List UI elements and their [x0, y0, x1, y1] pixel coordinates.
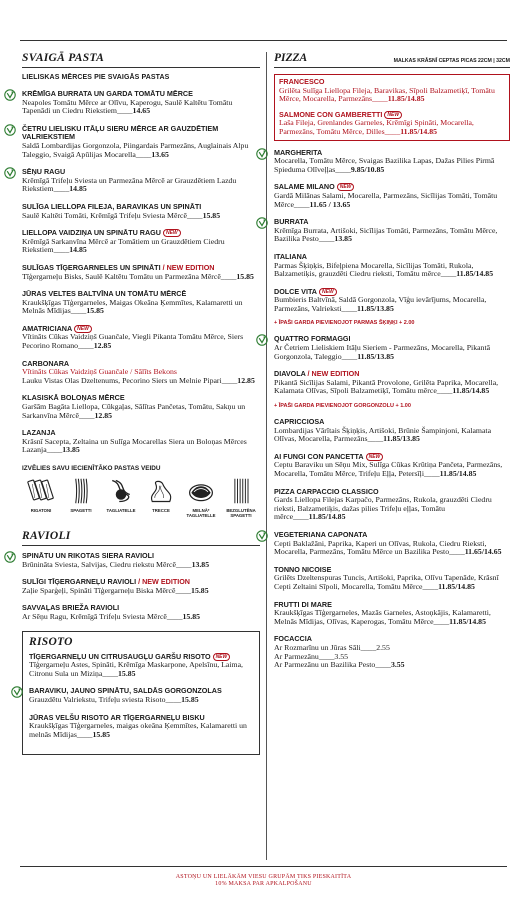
item-name-text: LIELLOPA VAIDZIŅA UN SPINĀTU RAGU [22, 228, 161, 238]
item-desc: Vītināts Cūkas Vaidziņš Guančale, Viegli Pikanta Tomātu Mērce, Siers Pecorino Romano____12.85 [22, 332, 244, 351]
top-rule [20, 40, 507, 41]
item-desc: Krāsnī Sacepta, Zeltaina un Sulīga Mocarellas Siera un Boloņas Mērces Lazanja____13.85 [22, 436, 247, 455]
item-desc-line: Laša Fileja, Grenlandes Garneles, Krēmīgi Spināti, Mocarella, Parmezāns, Tomātu Mērce, Dilles [279, 118, 474, 136]
item-name-text: FRUTTI DI MARE [274, 599, 332, 609]
pasta-type-label: MELNĀ* TAGLIATELLE [186, 508, 216, 518]
menu-item [274, 418, 510, 444]
extra-gorgonzola-note: + ĪPAŠI GARDA PIEVIENOJOT GORGONZOLU + 1.00 [274, 403, 411, 410]
pasta-type [62, 476, 100, 518]
item-name-text: SALMONE CON GAMBERETTI [279, 109, 383, 119]
item-desc-line: Ar Četriem Lieliskiem Itāļu Sieriem - Parmezāns, Mocarella, Pikantā Gorgonzola, Taleggio [274, 343, 491, 361]
item-desc-line: Krēmīgā Trifeļu Sviesta un Parmezāna Mērcē ar Grauzdētiem Lazdu Riekstiem [22, 175, 237, 194]
tagliatelle-icon [107, 476, 135, 506]
item-desc: Kraukšķīgas Tīģergarneles, Maigas Okeāna Ķemmītes, Kalamaretti un Melnās Mīdijas____15.85 [22, 297, 243, 316]
menu-item [279, 111, 505, 137]
item-desc: Lombardijas Vārītais Šķiņķis, Artišoki, Brūnie Šampinjoni, Kalamata Olīvas, Mocarella, Parmezāns____11.85/13.85 [274, 425, 492, 444]
item-desc: Lauku Vistas Olas Dzeltenums, Pecorino Siers un Melnie Pipari____12.85 [22, 375, 255, 385]
vegetarian-leaf-icon [256, 530, 268, 542]
item-desc: Cepti Baklažāni, Paprika, Kaperi un Olīvas, Rukola, Ciedru Rieksti, Mocarella, Parmezāns, Tomātu Mērce un Bazilika Pesto____11.65/14.65 [274, 538, 502, 557]
pasta-type [22, 476, 60, 518]
item-name-text: JŪRAS VELTES BALTVĪNA UN TOMĀTU MĒRCĒ [22, 289, 187, 299]
item-desc-line: Cepti Baklažāni, Paprika, Kaperi un Olīvas, Rukola, Ciedru Rieksti, Mocarella, Parmezāns, Tomātu Mērce un Bazilika Pesto [274, 538, 487, 557]
item-desc: Ar Sēņu Ragu, Krēmīgā Trifeļu Sviesta Mērcē____15.85 [22, 611, 201, 621]
item-desc-line: Vītināts Cūkas Vaidziņš Guančale, Viegli Pikanta Tomātu Mērce, Siers Pecorino Romano [22, 332, 244, 351]
item-desc-line: Neapoles Tomātu Mērce ar Olīvu, Kaperogu, Saulē Kaltētu Tomātu Tapenādi un Ciedru Riekstiem [22, 97, 233, 116]
menu-item [22, 90, 260, 116]
item-desc-alt: Vītināts Cūkas Vaidziņš Guančale / Sālīts Bekons [22, 367, 177, 377]
pasta-type-label: BEZGLUTĒNA SPAGETTI [226, 508, 256, 518]
item-price: 11.85/13.85 [357, 351, 395, 361]
footer-line-1: ASTOŅU UN LIELĀKĀM VIESU GRUPĀM TIKS PIESKAITĪTA [175, 874, 352, 880]
item-price: 15.85 [92, 729, 110, 739]
item-name-text: QUATTRO FORMAGGI [274, 334, 351, 344]
item-desc-line: Saulē Kaltēti Tomāti, Krēmīgā Trifeļu Sviesta Mērcē [22, 210, 187, 220]
item-name-text: BARAVIKU, JAUNO SPINĀTU, SALDĀS GORGONZOLAS [29, 686, 222, 696]
vegetarian-leaf-icon [256, 217, 268, 229]
item-desc: Kraukšķīgas Tīģergarneles, maigas okeāna Ķemmītes, Kalamaretti un melnās Mīdijas____15.85 [29, 721, 247, 739]
rigatoni-icon [27, 476, 55, 506]
item-price: 15.85 [86, 306, 104, 316]
item-price: 14.65 [132, 106, 151, 116]
menu-item [22, 290, 260, 316]
menu-item [274, 488, 510, 522]
item-desc-line: Lombardijas Vārītais Šķiņķis, Artišoki, Brūnie Šampinjoni, Kalamata Olīvas, Mocarella, Parmezāns [274, 425, 492, 444]
item-desc: Tīģergarneļu Bisks, Saulē Kaltētu Tomātu un Parmezāna Mērcē____15.85 [22, 271, 254, 281]
footer-line-2: 10% MAKSA PAR APKALPOŠANU [215, 881, 312, 887]
pizza-list [274, 149, 510, 670]
item-name-edition: / NEW EDITION [160, 262, 215, 272]
section-title-ravioli: RAVIOLI [22, 530, 260, 546]
item-desc-line: Garšām Bagāta Liellopa, Cūkgaļas, Sālītas Pančetas, Tomātu, Sakņu un Sarkanvīna Mērcē [22, 402, 246, 420]
item-price: 15.85 [181, 694, 199, 704]
bottom-rule [20, 866, 507, 867]
menu-item [22, 229, 260, 255]
menu-item [274, 288, 510, 314]
pasta-types-head: IZVĒLIES SAVU IECIENĪTĀKO PASTAS VEIDU [22, 465, 161, 472]
menu-item [22, 604, 260, 621]
black-tagliatelle-icon [187, 476, 215, 506]
item-price: 13.85 [191, 559, 210, 569]
item-desc: Brūnināta Sviesta, Salvijas, Ciedru riekstu Mērcē____13.85 [22, 559, 210, 569]
section-title-pasta: SVAIGĀ PASTA [22, 52, 260, 68]
item-price: 11.85/14.85 [308, 512, 346, 522]
item-desc-line: Ceptu Baraviku un Sēņu Mix, Sulīga Cūkas Krūtiņa Pančeta, Parmezāns, Mocarella, Tomātu Mērce, Trifeļu Eļļa, Petersīļi [274, 460, 503, 478]
item-name-text: CAPRICCIOSA [274, 417, 325, 427]
item-desc: Pikantā Sicīlijas Salami, Pikantā Provolone, Grilēta Paprika, Mocarella, Kalamata Olīvas, Sīpoli Balzametiķī, Tomātu mērce____11.85/14.85 [274, 377, 499, 396]
ravioli-list [22, 552, 260, 622]
item-price: 11.65 / 13.65 [309, 199, 351, 209]
pasta-type [222, 476, 260, 518]
item-desc: Krēmīga Burrata, Artišoki, Sicīlijas Tomāti, Parmezāns, Tomātu Mērce, Bazilika Pesto____13.85 [274, 225, 498, 244]
menu-item [29, 687, 253, 704]
item-price: 14.85 [69, 245, 87, 255]
item-desc-line: Ar Parmezānu____3.55 [274, 651, 349, 661]
pasta-type [142, 476, 180, 518]
service-charge-note [0, 874, 527, 888]
item-name-text: SULĪGA LIELLOPA FILEJA, BARAVIKAS UN SPINĀTI [22, 201, 202, 211]
item-desc: Ceptu Baraviku un Sēņu Mix, Sulīga Cūkas Krūtiņa Pančeta, Parmezāns, Mocarella, Tomātu Mērce, Trifeļu Eļļa, Petersīļi____11.85/14.85 [274, 460, 503, 478]
item-price: 11.85/14.85 [438, 581, 475, 591]
menu-item [274, 253, 510, 279]
item-price: 15.85 [236, 271, 254, 281]
item-name-text: SPINĀTU UN RIKOTAS SIERA RAVIOLI [22, 551, 155, 560]
item-desc: Gardā Milānas Salami, Mocarella, Parmezāns, Sicīlijas Tomāti, Tomātu Mērce____11.65 / 13.65 [274, 190, 498, 209]
item-desc-line: Kraukšķīgas Tīģergarneles, Mazās Garneles, Astoņkājis, Kalamaretti, Melnās Mīdijas, Olīvas, Kaperogas, Tomātu Mērce [274, 608, 491, 626]
item-desc: Krēmīgā Sarkanvīna Mērcē ar Tomātiem un Grauzdētiem Ciedru Riekstiem____14.85 [22, 236, 225, 255]
new-badge: NEW [384, 111, 402, 119]
menu-item [22, 360, 260, 386]
gluten-free-spaghetti-icon [227, 476, 255, 506]
item-price: 11.85/14.85 [449, 616, 486, 626]
item-price: 12.85 [94, 410, 113, 420]
item-desc-line: Gards Liellopa Filejas Karpačo, Parmezāns, Rukola, grauzdēti Ciedru rieksti, Balzametiķis, dažas pilies Trifeļu eļļas, Tomātu mērce [274, 495, 492, 522]
item-name-edition: / NEW EDITION [136, 577, 190, 587]
item-price: 11.85/13.85 [383, 434, 420, 444]
pasta-types-row [22, 476, 260, 518]
item-name-text: LAZANJA [22, 428, 56, 438]
menu-item [274, 566, 510, 592]
item-desc-line: Mocarella, Tomātu Mērce, Svaigas Bazilika Lapas, Dažas Pilies Pirmā Spieduma Olīveļļas [274, 156, 495, 174]
vegetarian-leaf-icon [4, 551, 16, 563]
menu-item [22, 429, 260, 455]
menu-item [22, 264, 260, 281]
trecce-icon [147, 476, 175, 506]
item-desc-line: Ar Sēņu Ragu, Krēmīgā Trifeļu Sviesta Mērcē [22, 611, 167, 621]
column-divider [266, 52, 267, 860]
item-name-text: FRANCESCO [279, 77, 325, 86]
item-name-text: ČETRU LIELISKU ITĀĻU SIERU MĒRCE AR GAUZDĒTIEM VALRIEKSTIEM [22, 123, 219, 142]
spaghetti-icon [67, 476, 95, 506]
menu-item [274, 370, 510, 396]
item-name-text: SULĪGAS TĪĢERGARNELES UN SPINĀTI [22, 262, 161, 272]
item-name-text: CARBONARA [22, 358, 70, 368]
item-desc: Saldā Lombardijas Gorgonzola, Piingardais Parmezāns, Auglainais Alpu Taleggio, Svaigā Apūlijas Mocarella____13.65 [22, 140, 249, 159]
pasta-types [22, 465, 260, 518]
item-desc-line: Ar Parmezānu un Bazilika Pesto [274, 660, 376, 670]
item-desc-line: Bumbieris Baltvīnā, Saldā Gorgonzola, Vīģu ievārījums, Mocarella, Parmezāns, Valrieksti [274, 295, 487, 313]
menu-item [22, 168, 260, 194]
pizza-header [274, 52, 510, 68]
item-price: 11.85/14.85 [456, 269, 494, 279]
item-desc: Gards Liellopa Filejas Karpačo, Parmezāns, Rukola, grauzdēti Ciedru rieksti, Balzametiķis, dažas pilies Trifeļu eļļas, Tomātu mērce____11.85/14.85 [274, 495, 492, 522]
section-title-pizza: PIZZA [274, 52, 308, 64]
menu-item [29, 714, 253, 740]
item-desc-line: Saldā Lombardijas Gorgonzola, Piingardais Parmezāns, Auglainais Alpu Taleggio, Svaigā Apūlijas Mocarella [22, 140, 249, 159]
menu-item [29, 653, 253, 679]
pasta-type [102, 476, 140, 518]
new-badge: NEW [319, 288, 337, 296]
item-name-text: FOCACCIA [274, 634, 312, 644]
item-desc: Garšām Bagāta Liellopa, Cūkgaļas, Sālītas Pančetas, Tomātu, Sakņu un Sarkanvīna Mērcē____12.85 [22, 402, 246, 420]
item-desc: Grilēts Dzeltenspuras Tuncis, Artišoki, Paprika, Olīvu Tapenāde, Krāsnī Cepti Zeltaini Sīpoli, Mocarella, Tomātu Mērce____11.85/14.85 [274, 573, 499, 591]
vegetarian-leaf-icon [4, 124, 16, 136]
item-name-text: PIZZA CARPACCIO CLASSICO [274, 486, 379, 496]
pasta-type-label: TRECCE [152, 508, 170, 513]
item-desc-line: Grauzdētu Valriekstu, Trifeļu sviesta Risoto [29, 694, 166, 704]
menu-item [22, 203, 260, 220]
item-desc: Saulē Kaltēti Tomāti, Krēmīgā Trifeļu Sviesta Mērcē____15.85 [22, 210, 221, 220]
risotto-box [22, 631, 260, 756]
item-desc-line: Brūnināta Sviesta, Salvijas, Ciedru riekstu Mērcē [22, 559, 176, 569]
item-desc-line: Tīģergarneļu Bisks, Saulē Kaltētu Tomātu un Parmezāna Mērcē [22, 271, 221, 281]
extra-parma-note: + ĪPAŠI GARDA PIEVIENOJOT PARMAS ŠĶIŅĶI + 2.00 [274, 320, 415, 327]
item-desc-line: Grilēta Sulīga Liellopa Fileja, Baravikas, Sīpoli Balzametiķī, Tomātu Mērce, Mocarella, Parmezāns [279, 85, 495, 104]
pizza-size-note: MALKAS KRĀSNĪ CEPTAS PICAS 22CM | 32CM [393, 58, 510, 64]
item-price: 11.65/14.65 [464, 547, 502, 557]
item-desc: Ar Rozmarīnu un Jūras Sāli____2.55 Ar Parmezānu____3.55 Ar Parmezānu un Bazilika Pesto____3.55 [274, 642, 405, 670]
item-price: 15.85 [191, 585, 209, 595]
new-badge: NEW [337, 183, 355, 191]
menu-item [22, 578, 260, 595]
item-name-text: TĪĢERGARNEĻU UN CITRUSAUGĻU GARŠU RISOTO [29, 651, 211, 661]
item-name-text: DIAVOLA [274, 369, 306, 379]
item-name-text: DOLCE VITA [274, 286, 317, 296]
vegetarian-leaf-icon [4, 167, 16, 179]
item-name-text: TONNO NICOISE [274, 564, 332, 574]
item-desc-line: Grilēts Dzeltenspuras Tuncis, Artišoki, Paprika, Olīvu Tapenāde, Krāsnī Cepti Zeltaini Sīpoli, Mocarella, Tomātu Mērce [274, 573, 499, 591]
item-desc-line: Pikantā Sicīlijas Salami, Pikantā Provolone, Grilēta Paprika, Mocarella, Kalamata Olīvas, Sīpoli Balzametiķī, Tomātu mērce [274, 377, 499, 396]
item-desc-line: Kraukšķīgas Tīģergarneles, Maigas Okeāna Ķemmītes, Kalamaretti un Melnās Mīdijas [22, 297, 243, 316]
item-name-text: KRĒMĪGA BURRATA UN GARDA TOMĀTU MĒRCE [22, 89, 193, 98]
item-price: 11.85/14.85 [452, 386, 490, 396]
item-name [22, 125, 260, 142]
item-price: 11.85/13.85 [357, 303, 394, 313]
right-column [274, 52, 510, 679]
item-name-text: ITALIANA [274, 251, 308, 261]
item-desc-line: Lauku Vistas Olas Dzeltenums, Pecorino Siers un Melnie Pipari [22, 375, 222, 385]
item-desc: Kraukšķīgas Tīģergarneles, Mazās Garneles, Astoņkājis, Kalamaretti, Melnās Mīdijas, Olīvas, Kaperogas, Tomātu Mērce____11.85/14.85 [274, 608, 491, 626]
item-name-text: KLASISKĀ BOLOŅAS MĒRCE [22, 393, 125, 403]
pasta-type [182, 476, 220, 518]
item-name-text: VEGETERIANA CAPONATA [274, 529, 368, 539]
menu-item [274, 218, 510, 244]
pasta-type-label: SPAGETTI [70, 508, 92, 513]
new-badge: NEW [163, 229, 181, 237]
item-price: 12.85 [93, 341, 112, 351]
menu-item [22, 325, 260, 351]
vegetarian-leaf-icon [11, 686, 23, 698]
item-desc: Parmas Šķiņķis, Bifeļpiena Mocarella, Sicīlijas Tomāti, Rukola, Balzametiķis, grauzdēti Ciedru rieksti, Tomātu mērce____11.85/14.85 [274, 260, 494, 279]
item-desc-line: Krāsnī Sacepta, Zeltaina un Sulīga Mocarellas Siera un Boloņas Mērces Lazanja [22, 436, 247, 455]
menu-item [274, 531, 510, 557]
item-name-text: JŪRAS VELŠU RISOTO AR TĪĢERGARNEĻU BISKU [29, 712, 205, 722]
item-desc: Zaļie Sparģeļi, Spināti Tīģergarneļu Biska Mērcē____15.85 [22, 585, 209, 595]
menu-item [22, 552, 260, 569]
item-desc: Krēmīgā Trifeļu Sviesta un Parmezāna Mērcē ar Grauzdētiem Lazdu Riekstiem____14.85 [22, 175, 237, 194]
item-price: 13.65 [151, 149, 169, 159]
item-name-text: AMATRICIANA [22, 323, 73, 333]
item-name-text: MARGHERITA [274, 147, 323, 157]
new-badge: NEW [213, 653, 231, 661]
vegetarian-leaf-icon [4, 89, 16, 101]
new-badge: NEW [74, 325, 92, 333]
item-price: 9.85/10.85 [350, 164, 385, 174]
item-desc-line: Krēmīgā Sarkanvīna Mērcē ar Tomātiem un Grauzdētiem Ciedru Riekstiem [22, 236, 225, 255]
menu-item [274, 149, 510, 175]
menu-item [274, 183, 510, 209]
pasta-subhead: LIELISKAS MĒRCES PIE SVAIGĀS PASTAS [22, 74, 170, 81]
menu-item [274, 601, 510, 627]
item-price: 11.85/14.85 [439, 469, 477, 478]
vegetarian-leaf-icon [256, 334, 268, 346]
item-desc-line: Zaļie Sparģeļi, Spināti Tīģergarneļu Biska Mērcē [22, 585, 176, 595]
item-price: 12.85 [237, 375, 255, 385]
item-desc: Tīģergarneļu Astes, Spināti, Krēmīga Maskarpone, Apelsīnu, Laima, Citronu Sula un Miziņa____15.85 [29, 660, 244, 678]
menu-item [22, 125, 260, 159]
pasta-type-label: TAGLIATELLE [106, 508, 136, 513]
item-desc-line: Parmas Šķiņķis, Bifeļpiena Mocarella, Sicīlijas Tomāti, Rukola, Balzametiķis, grauzdēti Ciedru rieksti, Tomātu mērce [274, 260, 474, 279]
left-column [22, 52, 260, 755]
section-title-risotto: RISOTO [29, 635, 73, 648]
item-price: 15.85 [182, 611, 201, 621]
item-name-text: SĒŅU RAGU [22, 167, 66, 177]
item-desc-line: Gardā Milānas Salami, Mocarella, Parmezāns, Sicīlijas Tomāti, Tomātu Mērce [274, 190, 498, 209]
item-desc-line: Tīģergarneļu Astes, Spināti, Krēmīga Maskarpone, Apelsīnu, Laima, Citronu Sula un Miziņa [29, 660, 244, 678]
item-desc: Mocarella, Tomātu Mērce, Svaigas Bazilika Lapas, Dažas Pilies Pirmā Spieduma Olīveļļas____9.85/10.85 [274, 156, 495, 174]
item-price: 13.85 [62, 445, 80, 455]
item-name-text: SALAME MILANO [274, 182, 335, 192]
menu-item [279, 78, 505, 104]
pasta-type-label: RIGATONI [30, 508, 52, 513]
item-desc: Grauzdētu Valriekstu, Trifeļu sviesta Risoto____15.85 [29, 694, 199, 704]
item-price: 13.85 [334, 234, 352, 244]
risotto-list [29, 653, 253, 740]
item-name-edition: / NEW EDITION [305, 369, 360, 379]
item-desc: Neapoles Tomātu Mērce ar Olīvu, Kaperogu, Saulē Kaltētu Tomātu Tapenādi un Ciedru Riekstiem____14.65 [22, 97, 233, 116]
menu-item [274, 635, 510, 669]
item-name-text: AI FUNGI CON PANCETTA [274, 451, 364, 461]
item-price: 3.55 [390, 660, 405, 670]
item-desc: Laša Fileja, Grenlandes Garneles, Krēmīgi Spināti, Mocarella, Parmezāns, Tomātu Mērce, Dilles____11.85/14.85 [279, 118, 474, 136]
item-price: 15.85 [202, 210, 221, 220]
item-name-text: SULĪGI TĪĢERGARNEĻU RAVIOLI [22, 577, 137, 587]
featured-pizza-box [274, 74, 510, 141]
new-badge: NEW [366, 453, 384, 461]
item-desc-line: Ar Rozmarīnu un Jūras Sāli____2.55 [274, 642, 390, 652]
item-name-text: SAVVAĻAS BRIEŽA RAVIOLI [22, 603, 120, 613]
item-desc-line: Krēmīga Burrata, Artišoki, Sicīlijas Tomāti, Parmezāns, Tomātu Mērce, Bazilika Pesto [274, 225, 498, 244]
item-price: 11.85/14.85 [387, 94, 425, 104]
item-price: 15.85 [118, 668, 136, 678]
menu-item [274, 335, 510, 361]
item-name-text: BURRATA [274, 217, 309, 227]
item-desc: Ar Četriem Lieliskiem Itāļu Sieriem - Parmezāns, Mocarella, Pikantā Gorgonzola, Taleggio____11.85/13.85 [274, 343, 491, 361]
item-desc: Grilēta Sulīga Liellopa Fileja, Baravikas, Sīpoli Balzametiķī, Tomātu Mērce, Mocarella, Parmezāns____11.85/14.85 [279, 85, 495, 104]
item-price: 11.85/14.85 [400, 126, 438, 136]
item-price: 14.85 [69, 184, 87, 194]
item-desc-line: Kraukšķīgas Tīģergarneles, maigas okeāna Ķemmītes, Kalamaretti un melnās Mīdijas [29, 721, 247, 739]
menu-item [22, 394, 260, 420]
pasta-list [22, 90, 260, 455]
menu-item [274, 453, 510, 479]
vegetarian-leaf-icon [256, 148, 268, 160]
item-desc: Bumbieris Baltvīnā, Saldā Gorgonzola, Vīģu ievārījums, Mocarella, Parmezāns, Valrieksti____11.85/13.85 [274, 295, 487, 313]
